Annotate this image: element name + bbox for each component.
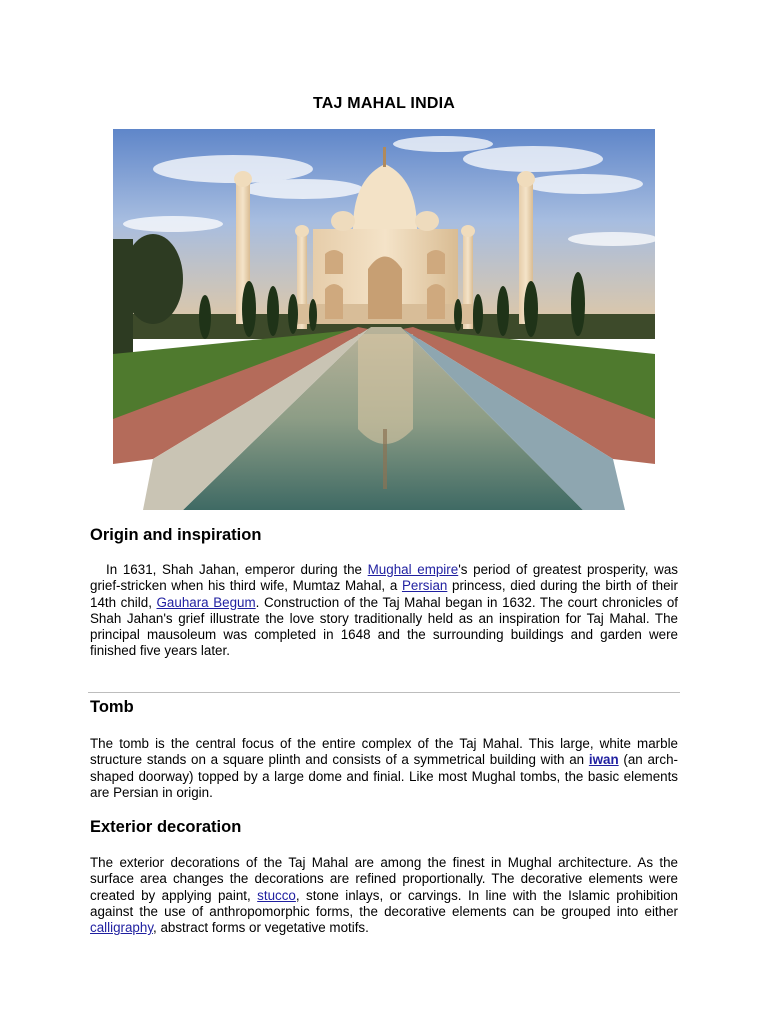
text-run: , stone inlays, or carvings. In line with the Islamic prohibition against the use of anthropomorphic forms, the decorative elements can be grouped into either [90, 887, 678, 919]
link-persian[interactable]: Persian [401, 578, 448, 594]
link-gauhara-begum[interactable]: Gauhara Begum [156, 594, 256, 610]
text-run: The tomb is the central focus of the entire complex of the Taj Mahal. This large, white marble structure stands on a square plinth and consists of a symmetrical building with an [90, 736, 678, 768]
section-divider [88, 692, 680, 693]
paragraph-tomb [90, 736, 678, 801]
page-title: TAJ MAHAL INDIA [313, 95, 455, 112]
paragraph-exterior [90, 855, 678, 936]
link-stucco[interactable]: stucco [257, 887, 296, 903]
link-calligraphy[interactable]: calligraphy [90, 920, 154, 936]
section-heading-tomb: Tomb [90, 698, 134, 716]
paragraph-origin [90, 562, 678, 660]
text-run: In 1631, Shah Jahan, emperor during the [106, 562, 368, 577]
text-run: princess, died during the birth of their 14th child, [90, 578, 678, 610]
section-heading-origin: Origin and inspiration [90, 526, 262, 544]
text-run: (an arch-shaped doorway) topped by a large dome and finial. Like most Mughal tombs, the basic elements are Persian in origin. [90, 752, 678, 800]
text-run: The exterior decorations of the Taj Mahal are among the finest in Mughal architecture. As the surface area changes the decorations are refined proportionally. The decorative elements were created by applying paint, [90, 855, 678, 903]
link-mughal-empire[interactable]: Mughal empire [367, 562, 459, 577]
text-run: 's period of greatest prosperity, was grief-stricken when his third wife, Mumtaz Mahal, a [90, 562, 678, 594]
text-run: . Construction of the Taj Mahal began in 1632. The court chronicles of Shah Jahan's grief illustrate the love story traditionally held as an inspiration for Taj Mahal. The principal mausoleum was completed in 1648 and the surrounding buildings and garden were finished five years later. [90, 594, 679, 659]
section-heading-exterior: Exterior decoration [90, 818, 242, 836]
link-iwan[interactable]: iwan [588, 752, 619, 768]
text-run: , abstract forms or vegetative motifs. [153, 920, 369, 936]
taj-mahal-photo [113, 129, 655, 510]
